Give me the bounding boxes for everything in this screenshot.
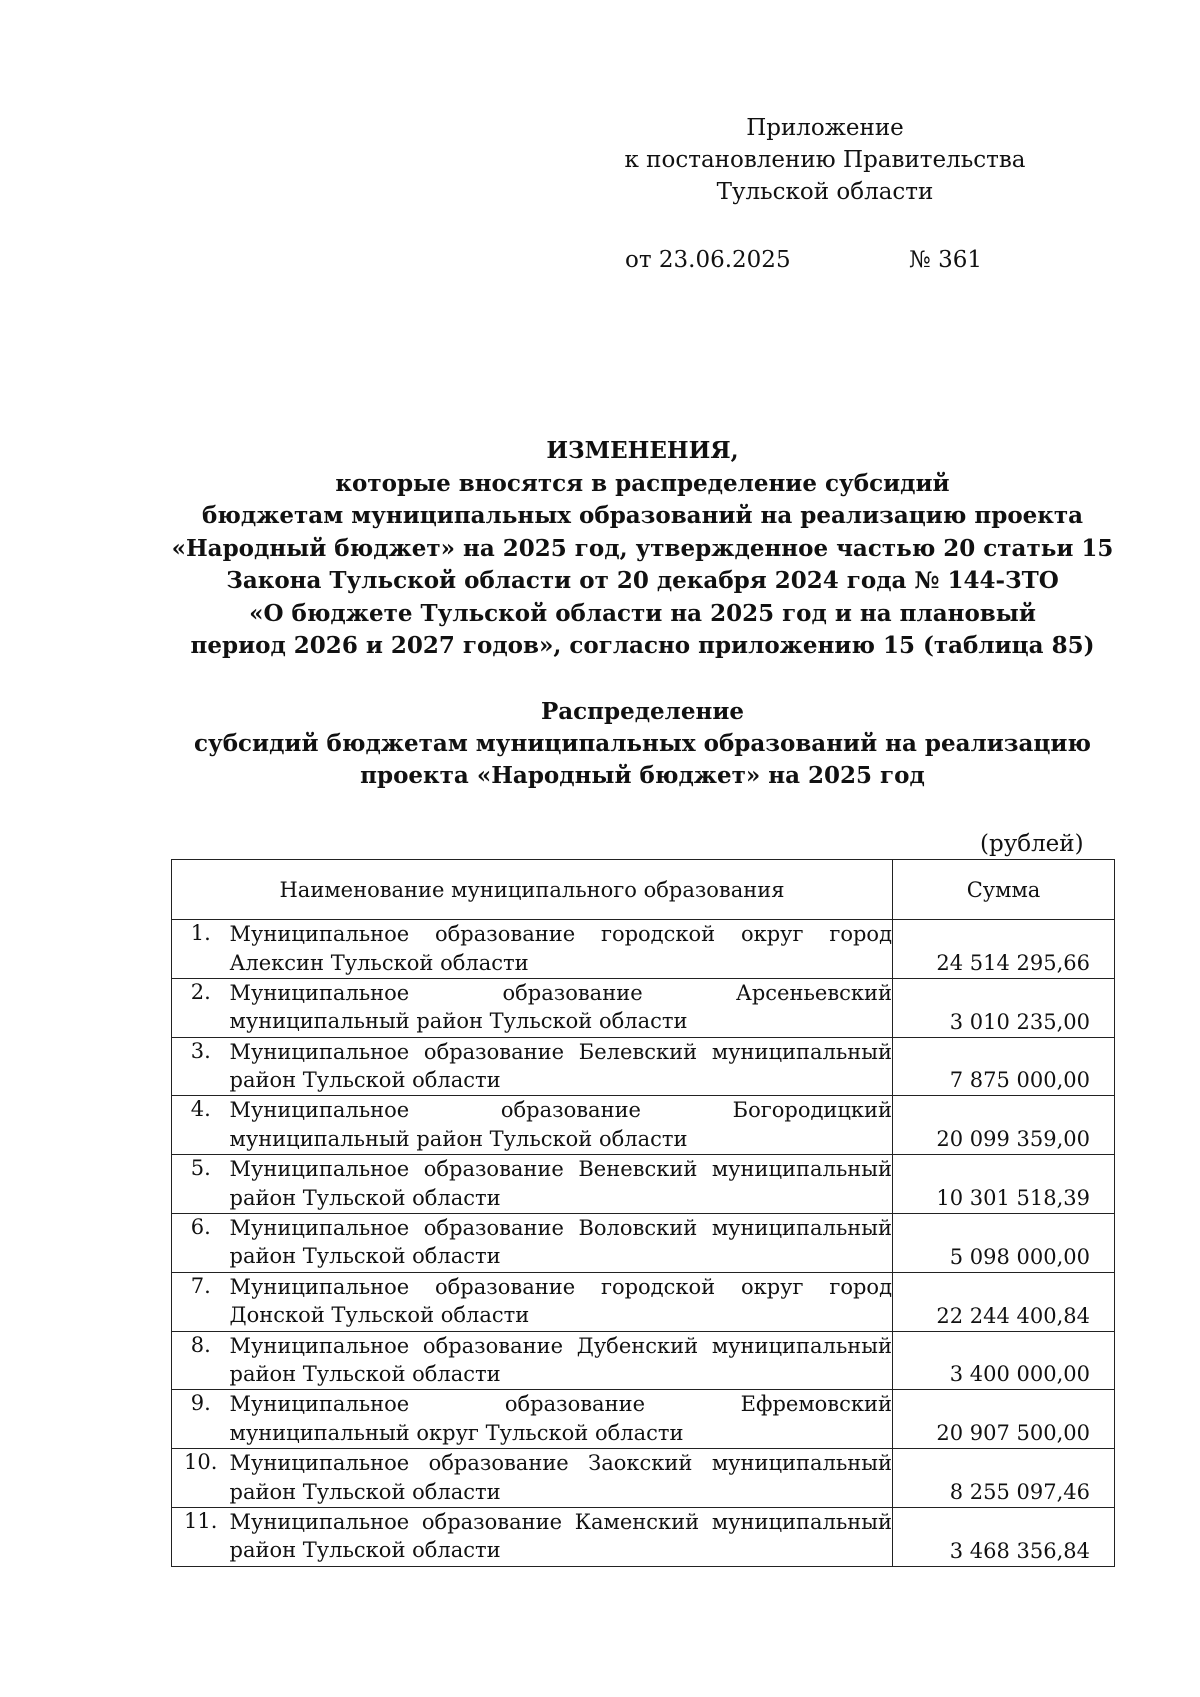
subsidy-amount: 22 244 400,84 bbox=[893, 1272, 1115, 1331]
title-line: период 2026 и 2027 годов», согласно приложению 15 (таблица 85) bbox=[190, 632, 1095, 659]
municipality-name: Муниципальное образование городской округ город Донской Тульской области bbox=[230, 1272, 893, 1331]
title-line: «Народный бюджет» на 2025 год, утвержденное частью 20 статьи 15 bbox=[171, 534, 1114, 562]
subsidy-amount: 3 468 356,84 bbox=[893, 1507, 1115, 1566]
subsidy-amount: 7 875 000,00 bbox=[893, 1037, 1115, 1096]
header-sum: Сумма bbox=[893, 860, 1115, 920]
table-row bbox=[172, 1507, 1115, 1566]
table-body bbox=[172, 920, 1115, 1567]
table-title bbox=[150, 696, 1135, 792]
row-number: 8. bbox=[172, 1331, 230, 1390]
row-number: 6. bbox=[172, 1213, 230, 1272]
row-number: 5. bbox=[172, 1155, 230, 1214]
row-number: 1. bbox=[172, 920, 230, 979]
table-row bbox=[172, 978, 1115, 1037]
municipality-name: Муниципальное образование Каменский муниципальный район Тульской области bbox=[230, 1507, 893, 1566]
municipality-name: Муниципальное образование Заокский муниципальный район Тульской области bbox=[230, 1449, 893, 1508]
table-row bbox=[172, 1449, 1115, 1508]
appendix-label: Приложение bbox=[746, 115, 904, 141]
title-line: ИЗМЕНЕНИЯ, bbox=[546, 437, 739, 464]
table-row bbox=[172, 1037, 1115, 1096]
subsidy-amount: 8 255 097,46 bbox=[893, 1449, 1115, 1508]
municipality-name: Муниципальное образование Белевский муниципальный район Тульской области bbox=[230, 1037, 893, 1096]
table-row bbox=[172, 920, 1115, 979]
row-number: 9. bbox=[172, 1390, 230, 1449]
appendix-header bbox=[560, 112, 1090, 208]
row-number: 10. bbox=[172, 1449, 230, 1508]
header-name: Наименование муниципального образования bbox=[172, 860, 893, 920]
subsidy-amount: 24 514 295,66 bbox=[893, 920, 1115, 979]
table-header-row bbox=[172, 860, 1115, 920]
document-title bbox=[150, 435, 1135, 663]
municipality-name: Муниципальное образование Воловский муниципальный район Тульской области bbox=[230, 1213, 893, 1272]
title-line: которые вносятся в распределение субсидий bbox=[335, 469, 950, 497]
subsidy-amount: 5 098 000,00 bbox=[893, 1213, 1115, 1272]
subtitle-line: субсидий бюджетам муниципальных образований на реализацию bbox=[193, 730, 1092, 757]
municipality-name: Муниципальное образование Богородицкий муниципальный район Тульской области bbox=[230, 1096, 893, 1155]
subsidy-amount: 20 907 500,00 bbox=[893, 1390, 1115, 1449]
title-line: бюджетам муниципальных образований на реализацию проекта bbox=[201, 502, 1084, 529]
table-row bbox=[172, 1213, 1115, 1272]
municipality-name: Муниципальное образование Веневский муниципальный район Тульской области bbox=[230, 1155, 893, 1214]
row-number: 11. bbox=[172, 1507, 230, 1566]
municipality-name: Муниципальное образование городской округ город Алексин Тульской области bbox=[230, 920, 893, 979]
subsidy-amount: 20 099 359,00 bbox=[893, 1096, 1115, 1155]
table-row bbox=[172, 1390, 1115, 1449]
subsidy-amount: 10 301 518,39 bbox=[893, 1155, 1115, 1214]
municipality-name: Муниципальное образование Дубенский муниципальный район Тульской области bbox=[230, 1331, 893, 1390]
decree-number: № 361 bbox=[909, 247, 982, 273]
row-number: 2. bbox=[172, 978, 230, 1037]
subsidy-amount: 3 400 000,00 bbox=[893, 1331, 1115, 1390]
appendix-decree-ref: к постановлению Правительства bbox=[624, 147, 1026, 173]
row-number: 3. bbox=[172, 1037, 230, 1096]
appendix-region: Тульской области bbox=[716, 179, 934, 205]
table-row bbox=[172, 1331, 1115, 1390]
row-number: 4. bbox=[172, 1096, 230, 1155]
subsidy-table bbox=[171, 859, 1115, 1567]
decree-date: от 23.06.2025 bbox=[625, 247, 791, 273]
table-row bbox=[172, 1096, 1115, 1155]
unit-label: (рублей) bbox=[980, 831, 1084, 857]
subtitle-line: проекта «Народный бюджет» на 2025 год bbox=[360, 762, 925, 789]
table-row bbox=[172, 1272, 1115, 1331]
subtitle-line: Распределение bbox=[540, 698, 745, 725]
municipality-name: Муниципальное образование Ефремовский муниципальный округ Тульской области bbox=[230, 1390, 893, 1449]
row-number: 7. bbox=[172, 1272, 230, 1331]
title-line: «О бюджете Тульской области на 2025 год и на плановый bbox=[249, 599, 1036, 627]
table-row bbox=[172, 1155, 1115, 1214]
title-line: Закона Тульской области от 20 декабря 2024 года № 144-ЗТО bbox=[226, 567, 1059, 594]
municipality-name: Муниципальное образование Арсеньевский муниципальный район Тульской области bbox=[230, 978, 893, 1037]
subsidy-amount: 3 010 235,00 bbox=[893, 978, 1115, 1037]
